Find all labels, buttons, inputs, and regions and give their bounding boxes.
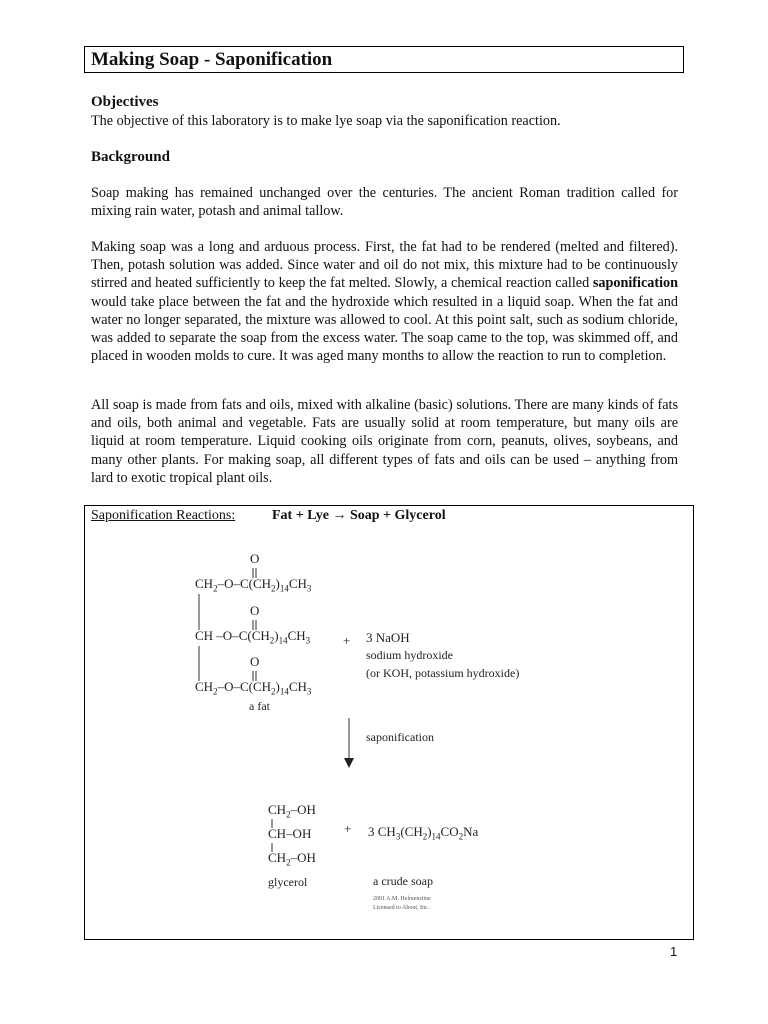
page-title: Making Soap - Saponification (84, 46, 684, 73)
glycerol-label: glycerol (268, 875, 308, 889)
background-paragraph-2 (91, 238, 678, 365)
copyright-line-1: 2001 A.M. Helmenstine (373, 896, 431, 902)
carbonyl-oxygen-2: O (250, 603, 260, 618)
soap-label: a crude soap (373, 874, 433, 888)
soap-formula: 3 $CH_3(CH_2)_{14}CO_2Na$ (368, 824, 479, 842)
carbonyl-oxygen-1: O (250, 551, 260, 566)
glycerol-row-3: $CH_2-OH$ (268, 850, 316, 868)
structure-bonds (85, 506, 695, 941)
plus-sign-2: + (344, 821, 352, 836)
saponification-term: saponification (592, 275, 678, 292)
glycerol-row-2: CH–OH (268, 826, 312, 841)
background-heading: Background (91, 149, 170, 165)
fat-row-2: CH $-O-C(CH_2)_{14}CH_3$ (195, 628, 311, 646)
fat-row-1: $CH_2-O-C(CH_2)_{14}CH_3$ (195, 576, 312, 594)
paragraph-2-text-b: would take place between the fat and the hydroxide which resulted in a liquid soap. When the fat and water no longer separated, the mixture was allowed to cool. At this point salt, such as sodium chloride, was added to separate the soap from the excess water. The soap came to the top, was skimmed off, and placed in wooden molds to cure. It was aged many months to allow the reaction to run to completion. (91, 293, 678, 365)
fat-label: a fat (249, 699, 270, 713)
copyright-line-2: Licensed to About, Inc. (373, 905, 430, 911)
objectives-heading: Objectives (91, 94, 159, 110)
sodium-hydroxide-formula: 3 NaOH (366, 630, 410, 645)
page-number: 1 (670, 944, 678, 959)
reaction-equation: Fat + Lye → Soap + Glycerol (272, 508, 446, 523)
objectives-text: The objective of this laboratory is to make lye soap via the saponification reaction. (91, 113, 561, 129)
fat-row-3: $CH_2-O-C(CH_2)_{14}CH_3$ (195, 679, 312, 697)
reaction-arrow-head (344, 758, 354, 768)
sodium-hydroxide-name: sodium hydroxide (366, 648, 453, 662)
background-paragraph-3: All soap is made from fats and oils, mixed with alkaline (basic) solutions. There are many kinds of fats and oils, both animal and vegetable. Fats are usually solid at room temperature, but many oils are liquid at room temperature. Liquid cooking oils originate from corn, peanuts, olives, soybeans, and many other plants. For making soap, all different types of fats and oils can be used – anything from lard to exotic tropical plant oils. (91, 397, 678, 486)
arrow-label: saponification (366, 730, 434, 744)
koh-note: (or KOH, potassium hydroxide) (366, 666, 520, 680)
plus-sign-1: + (343, 633, 351, 648)
reaction-box (84, 505, 694, 940)
background-paragraph-1: Soap making has remained unchanged over the centuries. The ancient Roman tradition called for mixing rain water, potash and animal tallow. (91, 185, 678, 220)
paragraph-2-text-a: Making soap was a long and arduous process. First, the fat had to be rendered (melted and filtered). Then, potash solution was added. Since water and oil do not mix, this mixture had to be continuously stirred and heated sufficiently to keep the fat melted. Slowly, a chemical reaction called (91, 239, 678, 292)
carbonyl-oxygen-3: O (250, 654, 260, 669)
reaction-label: Saponification Reactions: (91, 508, 236, 523)
glycerol-row-1: $CH_2-OH$ (268, 802, 316, 820)
